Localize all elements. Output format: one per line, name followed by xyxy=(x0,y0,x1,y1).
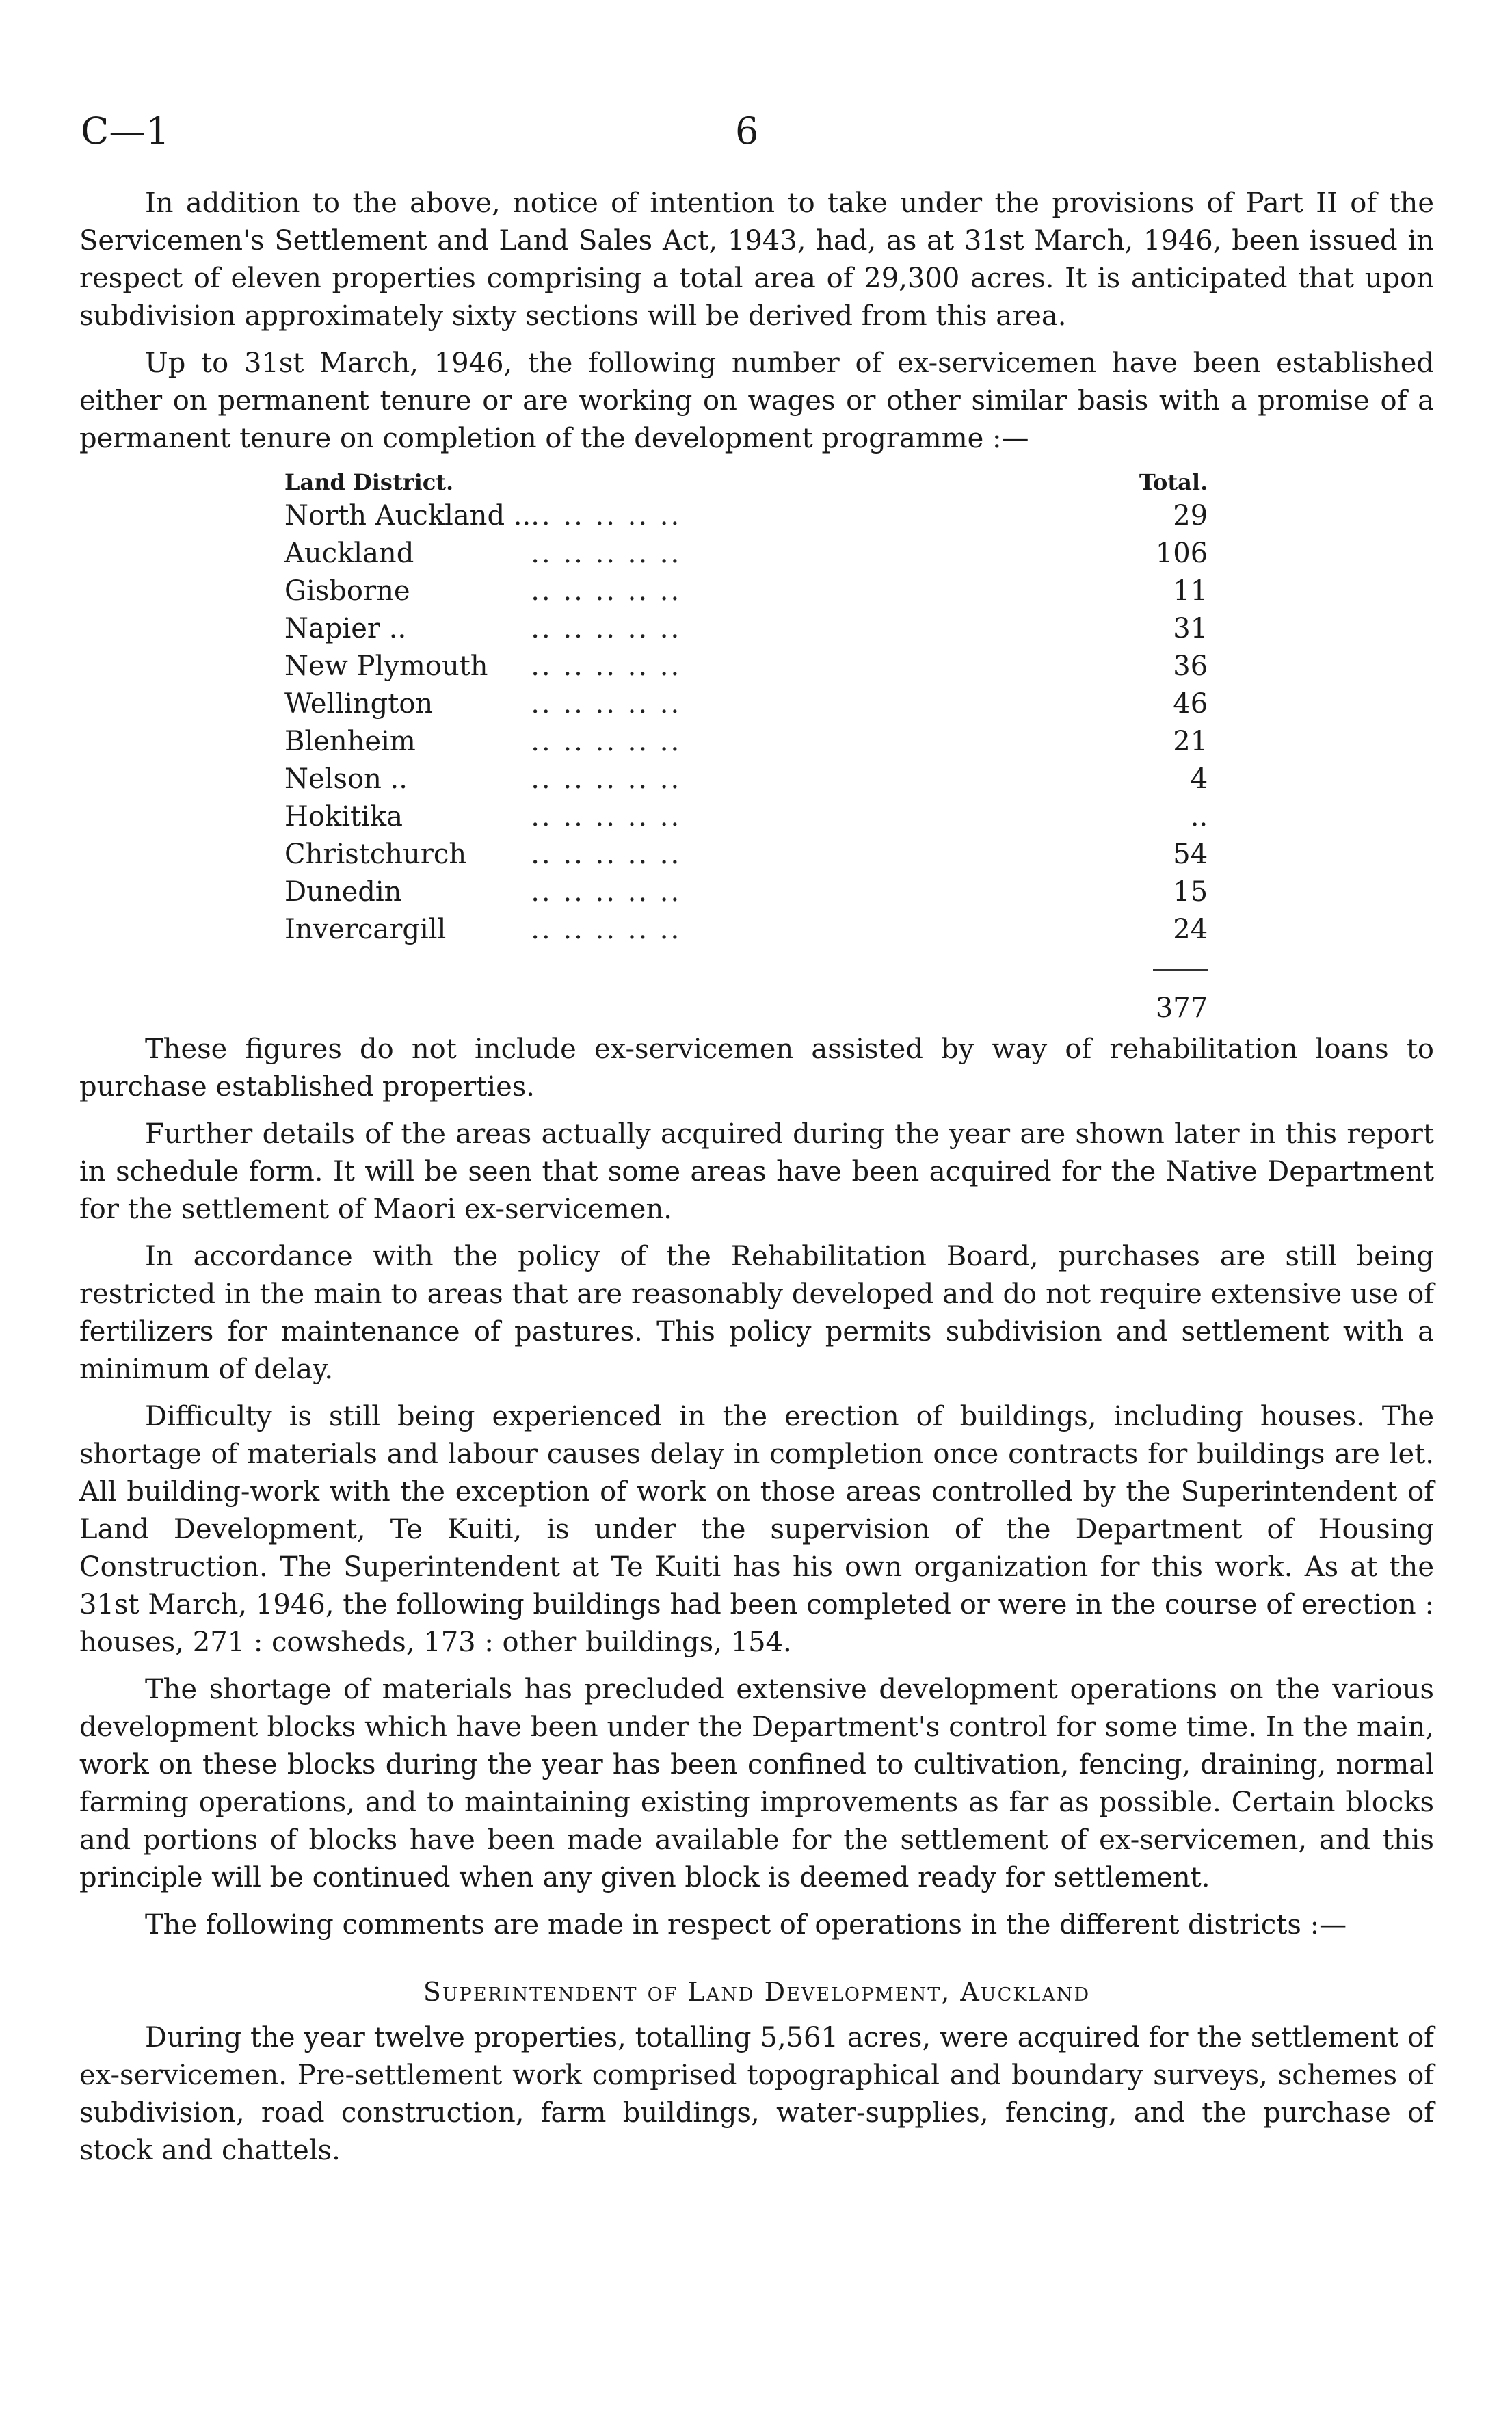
table-row xyxy=(284,911,1208,949)
leader-dots: .. .. .. .. .. xyxy=(531,651,682,682)
table-row xyxy=(284,648,1208,685)
leader-dots: .. .. .. .. .. xyxy=(531,801,682,832)
table-row xyxy=(284,535,1208,573)
district-total: 31 xyxy=(1173,613,1208,644)
paragraph-auckland-operations: During the year twelve properties, totalling 5,561 acres, were acquired for the settlement of ex-servicemen. Pre-settlement work comprised topographical and boundary surveys, schemes of subdivision, road construction, farm buildings, water-supplies, fencing, and the purchase of stock and chattels. xyxy=(79,2022,1434,2166)
table-row xyxy=(284,798,1208,836)
district-total: .. xyxy=(1190,801,1208,832)
district-name: Christchurch xyxy=(284,839,467,870)
district-total: 29 xyxy=(1173,500,1208,531)
district-total: 15 xyxy=(1173,876,1208,908)
district-total: 4 xyxy=(1190,763,1208,795)
paragraph-ex-servicemen-established: Up to 31st March, 1946, the following number of ex-servicemen have been established either on permanent tenure or are working on wages or other similar basis with a promise of a permanent tenure on completion of the development programme :— xyxy=(79,347,1434,454)
leader-dots: .. .. .. .. .. xyxy=(531,613,682,644)
district-name: Hokitika xyxy=(284,801,403,832)
district-name: Napier .. xyxy=(284,613,407,644)
table-row xyxy=(284,723,1208,761)
district-name: Dunedin xyxy=(284,876,402,908)
district-total: 106 xyxy=(1155,538,1208,569)
paragraph-part-ii-notice: In addition to the above, notice of intention to take under the provisions of Part II of the Servicemen's Settlement and Land Sales Act, 1943, had, as at 31st March, 1946, been issued in respect of eleven properties comprising a total area of 29,300 acres. It is anticipated that upon subdivision approximately sixty sections will be derived from this area. xyxy=(79,187,1434,332)
table-row xyxy=(284,836,1208,873)
section-heading-auckland: Superintendent of Land Development, Auckland xyxy=(423,1977,1091,2007)
grand-total: 377 xyxy=(1155,993,1208,1024)
leader-dots: .. .. .. .. .. xyxy=(531,839,682,870)
paragraph-rehabilitation-policy: In accordance with the policy of the Rehabilitation Board, purchases are still being restricted in the main to areas that are reasonably developed and do not require extensive use of fertilizers for maintenance of pastures. This policy permits subdivision and settlement with a minimum of delay. xyxy=(79,1241,1434,1385)
leader-dots: .. .. .. .. .. xyxy=(531,914,682,945)
paragraph-buildings: Difficulty is still being experienced in the erection of buildings, including houses. The shortage of materials and labour causes delay in completion once contracts for buildings are let. All building-work with the exception of work on those areas controlled by the Superintendent of Land Development, Te Kuiti, is under the supervision of the Department of Housing Construction. The Superintendent at Te Kuiti has his own organization for this work. As at the 31st March, 1946, the following buildings had been completed or were in the course of erection : houses, 271 : cowsheds, 173 : other buildings, 154. xyxy=(79,1401,1434,1658)
district-name: Gisborne xyxy=(284,575,410,607)
leader-dots: .. .. .. .. .. xyxy=(531,688,682,720)
table-row xyxy=(284,610,1208,648)
page-reference: C—1 xyxy=(81,109,170,153)
leader-dots: .. .. .. .. .. xyxy=(531,538,682,569)
column-header-total: Total. xyxy=(1139,469,1208,495)
total-rule-row xyxy=(284,949,1208,986)
district-name: North Auckland .. xyxy=(284,500,531,531)
table-row xyxy=(284,685,1208,723)
paragraph-district-comments: The following comments are made in respect of operations in the different districts :— xyxy=(145,1909,1347,1941)
district-name: Invercargill xyxy=(284,914,447,945)
district-name: Blenheim xyxy=(284,726,416,757)
leader-dots: .. .. .. .. .. xyxy=(531,763,682,795)
district-total: 24 xyxy=(1173,914,1208,945)
leader-dots: .. .. .. .. .. xyxy=(531,575,682,607)
district-total: 21 xyxy=(1173,726,1208,757)
district-name: Auckland xyxy=(284,538,414,569)
table-row xyxy=(284,761,1208,798)
table-row xyxy=(284,873,1208,911)
district-total: 46 xyxy=(1173,688,1208,720)
land-district-table xyxy=(284,467,1208,1031)
table-header-row xyxy=(284,467,1208,497)
document-body xyxy=(79,185,1434,2179)
page-header xyxy=(0,109,1512,157)
district-name: New Plymouth xyxy=(284,651,488,682)
paragraph-development-blocks: The shortage of materials has precluded extensive development operations on the various development blocks which have been under the Department's control for some time. In the main, work on these blocks during the year has been confined to cultivation, fencing, draining, normal farming operations, and to maintaining existing improvements as far as possible. Certain blocks and portions of blocks have been made available for the settlement of ex-servicemen, and this principle will be continued when any given block is deemed ready for settlement. xyxy=(79,1674,1434,1893)
leader-dots: .. .. .. .. .. xyxy=(531,500,682,531)
table-row xyxy=(284,497,1208,535)
page-number: 6 xyxy=(735,109,759,153)
district-name: Nelson .. xyxy=(284,763,408,795)
leader-dots: .. .. .. .. .. xyxy=(531,876,682,908)
total-rule xyxy=(1153,969,1208,971)
paragraph-schedule-details: Further details of the areas actually acquired during the year are shown later in this report in schedule form. It will be seen that some areas have been acquired for the Native Department for the settlement of Maori ex-servicemen. xyxy=(79,1118,1434,1225)
paragraph-rehabilitation-loans: These figures do not include ex-servicemen assisted by way of rehabilitation loans to purchase established properties. xyxy=(79,1034,1434,1103)
leader-dots: .. .. .. .. .. xyxy=(531,726,682,757)
grand-total-row xyxy=(284,986,1208,1031)
district-total: 11 xyxy=(1173,575,1208,607)
column-header-land-district: Land District. xyxy=(284,469,454,495)
district-total: 36 xyxy=(1173,651,1208,682)
district-name: Wellington xyxy=(284,688,434,720)
district-total: 54 xyxy=(1173,839,1208,870)
table-row xyxy=(284,573,1208,610)
